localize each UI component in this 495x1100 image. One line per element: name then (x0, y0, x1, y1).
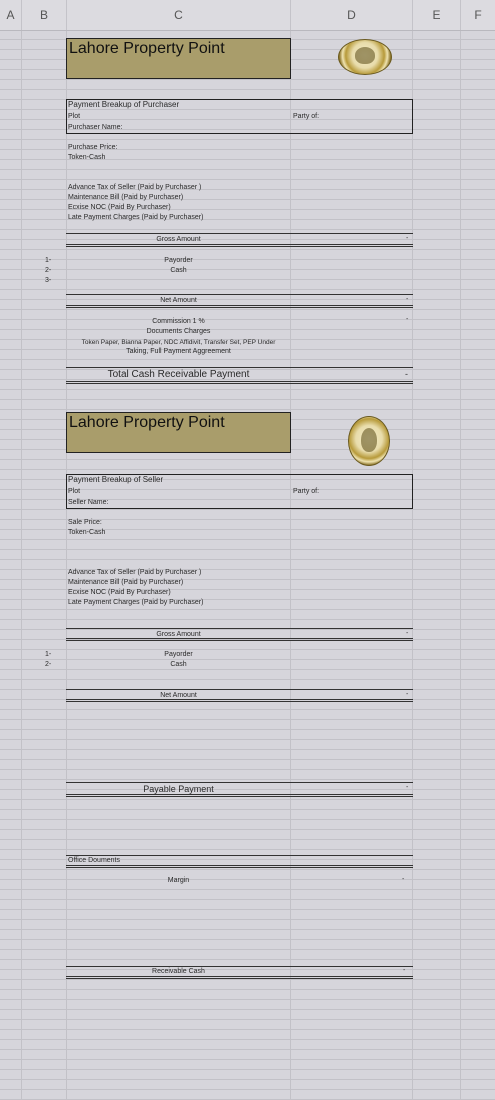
documents-note-line1: Token Paper, Bianna Paper, NDC Affidivit, Transfer Set, PEP Under (81, 339, 276, 346)
margin-label: Margin (167, 877, 190, 884)
seller-title: Lahore Property Point (69, 414, 225, 431)
purchaser-net-amount-label: Net Amount (160, 297, 197, 304)
purchaser-title-box[interactable] (66, 38, 291, 79)
seller-title-box[interactable] (66, 412, 291, 453)
column-header-row (0, 0, 495, 31)
seller-payorder-label: Payorder (164, 651, 193, 658)
grid-divider (21, 30, 22, 1100)
seller-breakup-title: Payment Breakup of Seller (68, 475, 164, 484)
double-underline (66, 699, 413, 702)
commission-label: Commission 1 % (152, 318, 205, 325)
seller-row-number: 1- (45, 651, 52, 658)
purchaser-title: Lahore Property Point (69, 40, 225, 57)
office-documents-label: Office Douments (68, 857, 121, 864)
seller-net-amount-label: Net Amount (160, 692, 197, 699)
grid-divider (66, 30, 67, 1100)
column-header-b[interactable]: B (22, 0, 67, 30)
payable-payment-value: - (406, 784, 409, 791)
double-underline (66, 381, 413, 384)
seller-net-amount-value: - (406, 691, 409, 698)
purchaser-token-cash-label: Token-Cash (68, 154, 106, 161)
seller-name-label: Seller Name: (68, 499, 109, 506)
total-cash-receivable-value: - (405, 369, 408, 379)
purchaser-charge-excise-noc: Ecxise NOC (Paid By Purchaser) (68, 204, 171, 211)
purchaser-row-number: 2- (45, 267, 52, 274)
payable-payment-label: Payable Payment (143, 784, 214, 794)
purchaser-row-number: 3- (45, 277, 52, 284)
purchaser-charge-late-payment: Late Payment Charges (Paid by Purchaser) (68, 214, 204, 221)
documents-charges-label: Documents Charges (146, 328, 211, 335)
seller-party-of-label: Party of: (293, 488, 320, 495)
purchaser-breakup-title: Payment Breakup of Purchaser (68, 100, 180, 109)
grid-divider (412, 30, 413, 1100)
margin-value: - (402, 876, 405, 883)
column-header-d[interactable]: D (291, 0, 413, 30)
double-underline (66, 305, 413, 308)
double-underline (66, 865, 413, 868)
purchaser-charge-maintenance: Maintenance Bill (Paid by Purchaser) (68, 194, 184, 201)
double-underline (66, 794, 413, 797)
double-underline (66, 638, 413, 641)
divider (66, 294, 413, 295)
total-cash-receivable-label: Total Cash Receivable Payment (107, 369, 250, 380)
purchaser-gross-amount-label: Gross Amount (156, 236, 201, 243)
purchaser-net-amount-value: - (406, 296, 409, 303)
company-seal-logo (348, 416, 390, 466)
column-header-a[interactable]: A (0, 0, 22, 30)
seller-charge-advance-tax: Advance Tax of Seller (Paid by Purchaser ) (68, 569, 202, 576)
purchaser-charge-advance-tax: Advance Tax of Seller (Paid by Purchaser ) (68, 184, 202, 191)
purchase-price-label: Purchase Price: (68, 144, 118, 151)
receivable-cash-label: Receivable Cash (152, 968, 205, 975)
divider (66, 233, 413, 234)
seller-gross-amount-label: Gross Amount (156, 631, 201, 638)
seller-token-cash-label: Token-Cash (68, 529, 106, 536)
purchaser-payorder-label: Payorder (164, 257, 193, 264)
seller-charge-late-payment: Late Payment Charges (Paid by Purchaser) (68, 599, 204, 606)
seller-gross-amount-value: - (406, 630, 409, 637)
seller-plot-label: Plot (68, 488, 81, 495)
purchaser-gross-amount-value: - (406, 235, 409, 242)
column-header-e[interactable]: E (413, 0, 461, 30)
column-header-f[interactable]: F (474, 8, 482, 22)
purchaser-cash-label: Cash (170, 267, 187, 274)
purchaser-row-number: 1- (45, 257, 52, 264)
documents-note-line2: Taking, Full Payment Aggreement (126, 348, 231, 355)
purchaser-name-label: Purchaser Name: (68, 124, 123, 131)
double-underline (66, 244, 413, 247)
column-header-c[interactable]: C (67, 0, 291, 30)
seller-row-number: 2- (45, 661, 52, 668)
company-seal-logo (338, 39, 392, 75)
commission-value: - (406, 316, 409, 323)
sale-price-label: Sale Price: (68, 519, 102, 526)
purchaser-party-of-label: Party of: (293, 113, 320, 120)
purchaser-plot-label: Plot (68, 113, 81, 120)
seller-cash-label: Cash (170, 661, 187, 668)
grid-divider (460, 30, 461, 1100)
double-underline (66, 976, 413, 979)
receivable-cash-value: - (403, 967, 406, 974)
divider (66, 367, 413, 368)
seller-charge-maintenance: Maintenance Bill (Paid by Purchaser) (68, 579, 184, 586)
grid-divider (290, 30, 291, 1100)
divider (66, 689, 413, 690)
seller-charge-excise-noc: Ecxise NOC (Paid By Purchaser) (68, 589, 171, 596)
divider (66, 628, 413, 629)
